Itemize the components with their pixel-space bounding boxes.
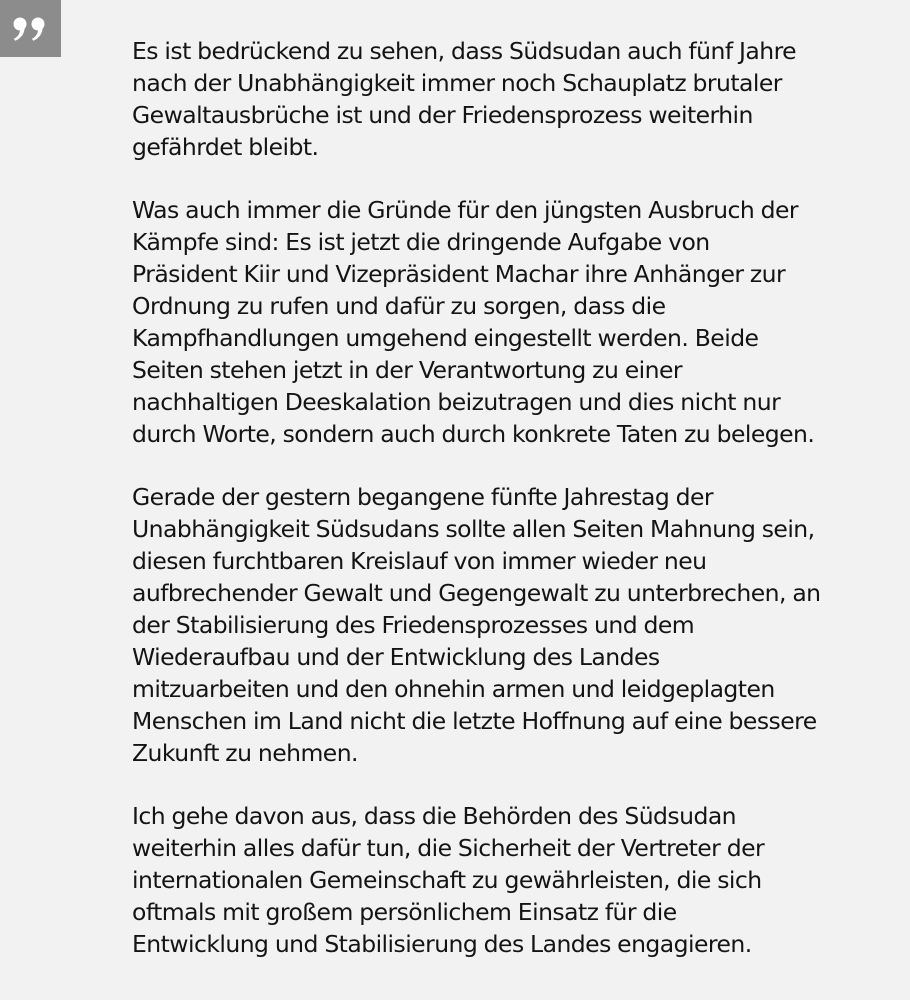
quote-line: Seiten stehen jetzt in der Verantwortung zu einer (132, 356, 682, 384)
quote-paragraph-4 (132, 800, 897, 960)
quote-line: Gewaltausbrüche ist und der Friedensprozess weiterhin (132, 101, 753, 129)
quote-line: Es ist bedrückend zu sehen, dass Südsudan auch fünf Jahre (132, 37, 797, 65)
quote-line: Kämpfe sind: Es ist jetzt die dringende Aufgabe von (132, 228, 710, 256)
quote-line: Präsident Kiir und Vizepräsident Machar ihre Anhänger zur (132, 260, 786, 288)
closing-quote-icon (12, 16, 48, 42)
quote-paragraph-3 (132, 481, 897, 769)
quote-line: Ordnung zu rufen und dafür zu sorgen, dass die (132, 292, 666, 320)
quote-line: weiterhin alles dafür tun, die Sicherheit der Vertreter der (132, 834, 765, 862)
quote-line: Wiederaufbau und der Entwicklung des Landes (132, 643, 660, 671)
quote-line: nach der Unabhängigkeit immer noch Schauplatz brutaler (132, 69, 782, 97)
quote-line: internationalen Gemeinschaft zu gewährleisten, die sich (132, 866, 762, 894)
quote-line: Menschen im Land nicht die letzte Hoffnung auf eine bessere (132, 707, 817, 735)
quote-badge (0, 0, 61, 57)
quote-line: nachhaltigen Deeskalation beizutragen und dies nicht nur (132, 388, 781, 416)
quote-line: Gerade der gestern begangene fünfte Jahrestag der (132, 483, 713, 511)
quote-line: gefährdet bleibt. (132, 133, 319, 161)
quote-line: diesen furchtbaren Kreislauf von immer wieder neu (132, 547, 707, 575)
quote-line: der Stabilisierung des Friedensprozesses und dem (132, 611, 695, 639)
quote-text (132, 35, 897, 960)
quote-line: Unabhängigkeit Südsudans sollte allen Seiten Mahnung sein, (132, 515, 815, 543)
quote-line: Entwicklung und Stabilisierung des Landes engagieren. (132, 930, 752, 958)
quote-line: oftmals mit großem persönlichem Einsatz für die (132, 898, 677, 926)
quote-line: Ich gehe davon aus, dass die Behörden des Südsudan (132, 802, 737, 830)
quote-line: Was auch immer die Gründe für den jüngsten Ausbruch der (132, 196, 799, 224)
quote-line: mitzuarbeiten und den ohnehin armen und leidgeplagten (132, 675, 775, 703)
quote-line: aufbrechender Gewalt und Gegengewalt zu unterbrechen, an (132, 579, 821, 607)
quote-line: Zukunft zu nehmen. (132, 739, 358, 767)
quote-line: Kampfhandlungen umgehend eingestellt werden. Beide (132, 324, 759, 352)
quote-line: durch Worte, sondern auch durch konkrete Taten zu belegen. (132, 420, 815, 448)
quote-paragraph-2 (132, 194, 897, 450)
quote-paragraph-1 (132, 35, 897, 163)
